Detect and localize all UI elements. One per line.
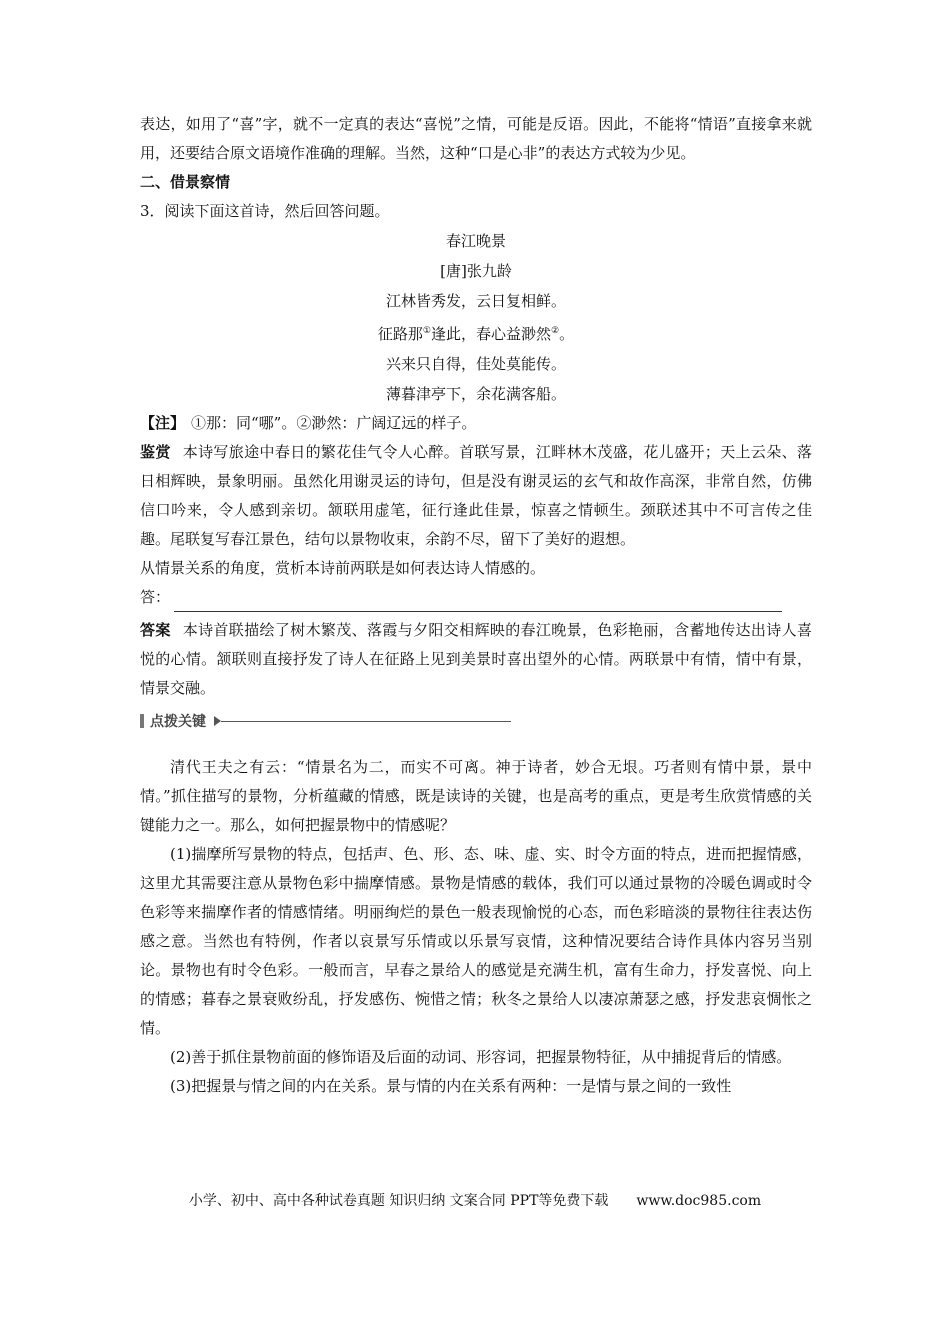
poem-line-1: 江林皆秀发，云日复相鲜。 — [385, 292, 566, 310]
poem-line-2-c: 。 — [559, 325, 575, 343]
poem — [140, 226, 812, 409]
section-bar-marker — [140, 714, 144, 728]
poem-line-4: 薄暮津亭下，余花满客船。 — [385, 385, 566, 403]
key-section-bar — [140, 709, 812, 733]
poem-line-2 — [140, 316, 812, 349]
answer-field[interactable] — [140, 583, 812, 612]
appreciation-label: 鉴赏 — [140, 443, 171, 461]
question: 从情景关系的角度，赏析本诗前两联是如何表达诗人情感的。 — [140, 559, 546, 577]
document-page — [140, 110, 812, 1101]
appreciation-text: 本诗写旅途中春日的繁花佳气令人心醉。首联写景，江畔林木茂盛，花儿盛开；天上云朵、落日相辉映，景象明丽。虽然化用谢灵运的诗句，但是没有谢灵运的玄气和故作高深，非常自然，仿佛信口吟来，令人感到亲切。颔联用虚笔，征行逢此佳景，惊喜之情顿生。颈联述其中不可言传之佳趣。尾联复写春江景色，结句以景物收束，余韵不尽，留下了美好的遐想。 — [140, 443, 812, 548]
footnote-marker-1: ① — [422, 326, 431, 336]
key-paragraph-3: (2)善于抓住景物前面的修饰语及后面的动词、形容词，把握景物特征，从中捕捉背后的情感。 — [170, 1048, 792, 1066]
key-section-title: 点拨关键 — [150, 714, 206, 730]
triangle-arrow-icon — [214, 716, 221, 726]
page-footer — [0, 1190, 950, 1210]
answer-text: 本诗首联描绘了树木繁茂、落霞与夕阳交相辉映的春江晚景，色彩艳丽，含蓄地传达出诗人喜悦的心情。颔联则直接抒发了诗人在征路上见到美景时喜出望外的心情。两联景中有情，情中有景，情景交融。 — [140, 621, 812, 697]
key-paragraph-2: (1)揣摩所写景物的特点，包括声、色、形、态、味、虚、实、时令方面的特点，进而把握情感，这里尤其需要注意从景物色彩中揣摩情感。景物是情感的载体，我们可以通过景物的冷暖色调或时令色彩等来揣摩作者的情感情绪。明丽绚烂的景色一般表现愉悦的心态，而色彩暗淡的景物往往表达伤感之意。当然也有特例，作者以哀景写乐情或以乐景写哀情，这种情况要结合诗作具体内容另当别论。景物也有时令色彩。一般而言，早春之景给人的感觉是充满生机，富有生命力，抒发喜悦、向上的情感；暮春之景衰败纷乱，抒发感伤、惋惜之情；秋冬之景给人以凄凉萧瑟之感，抒发悲哀惆怅之情。 — [140, 845, 812, 1037]
footer-url[interactable]: www.doc985.com — [636, 1193, 762, 1209]
footnote-marker-2: ② — [551, 326, 560, 336]
note-label: 【注】 — [140, 414, 186, 432]
poem-line-3: 兴来只自得，佳处莫能传。 — [385, 355, 566, 373]
poem-line-2-b: 逢此，春心益渺然 — [430, 325, 551, 343]
answer-underline — [174, 597, 782, 612]
footer-text: 小学、初中、高中各种试卷真题 知识归纳 文案合同 PPT等免费下载 — [188, 1193, 609, 1209]
note — [140, 409, 812, 438]
section-heading: 二、借景察情 — [140, 173, 231, 191]
section-divider-line — [221, 721, 511, 722]
poem-author: [唐]张九龄 — [440, 262, 512, 280]
answer-prompt: 答： — [140, 588, 171, 606]
key-paragraph-1: 清代王夫之有云：“情景名为二，而实不可离。神于诗者，妙合无垠。巧者则有情中景，景中情。”抓住描写的景物，分析蕴藏的情感，既是读诗的关键，也是高考的重点，更是考生欣赏情感的关键能力之一。那么，如何把握景物中的情感呢？ — [140, 758, 812, 834]
note-text: ①那：同“哪”。②渺然：广阔辽远的样子。 — [191, 414, 477, 432]
poem-line-2-a: 征路那 — [377, 325, 423, 343]
intro-paragraph: 表达，如用了“喜”字，就不一定真的表达“喜悦”之情，可能是反语。因此，不能将“情语”直接拿来就用，还要结合原文语境作准确的理解。当然，这种“口是心非”的表达方式较为少见。 — [140, 115, 812, 162]
key-paragraph-4: (3)把握景与情之间的内在关系。景与情的内在关系有两种：一是情与景之间的一致性 — [170, 1077, 732, 1095]
question-3: 3．阅读下面这首诗，然后回答问题。 — [140, 202, 390, 220]
poem-title: 春江晚景 — [445, 232, 506, 250]
answer — [140, 616, 812, 703]
answer-label: 答案 — [140, 621, 171, 639]
appreciation — [140, 438, 812, 554]
